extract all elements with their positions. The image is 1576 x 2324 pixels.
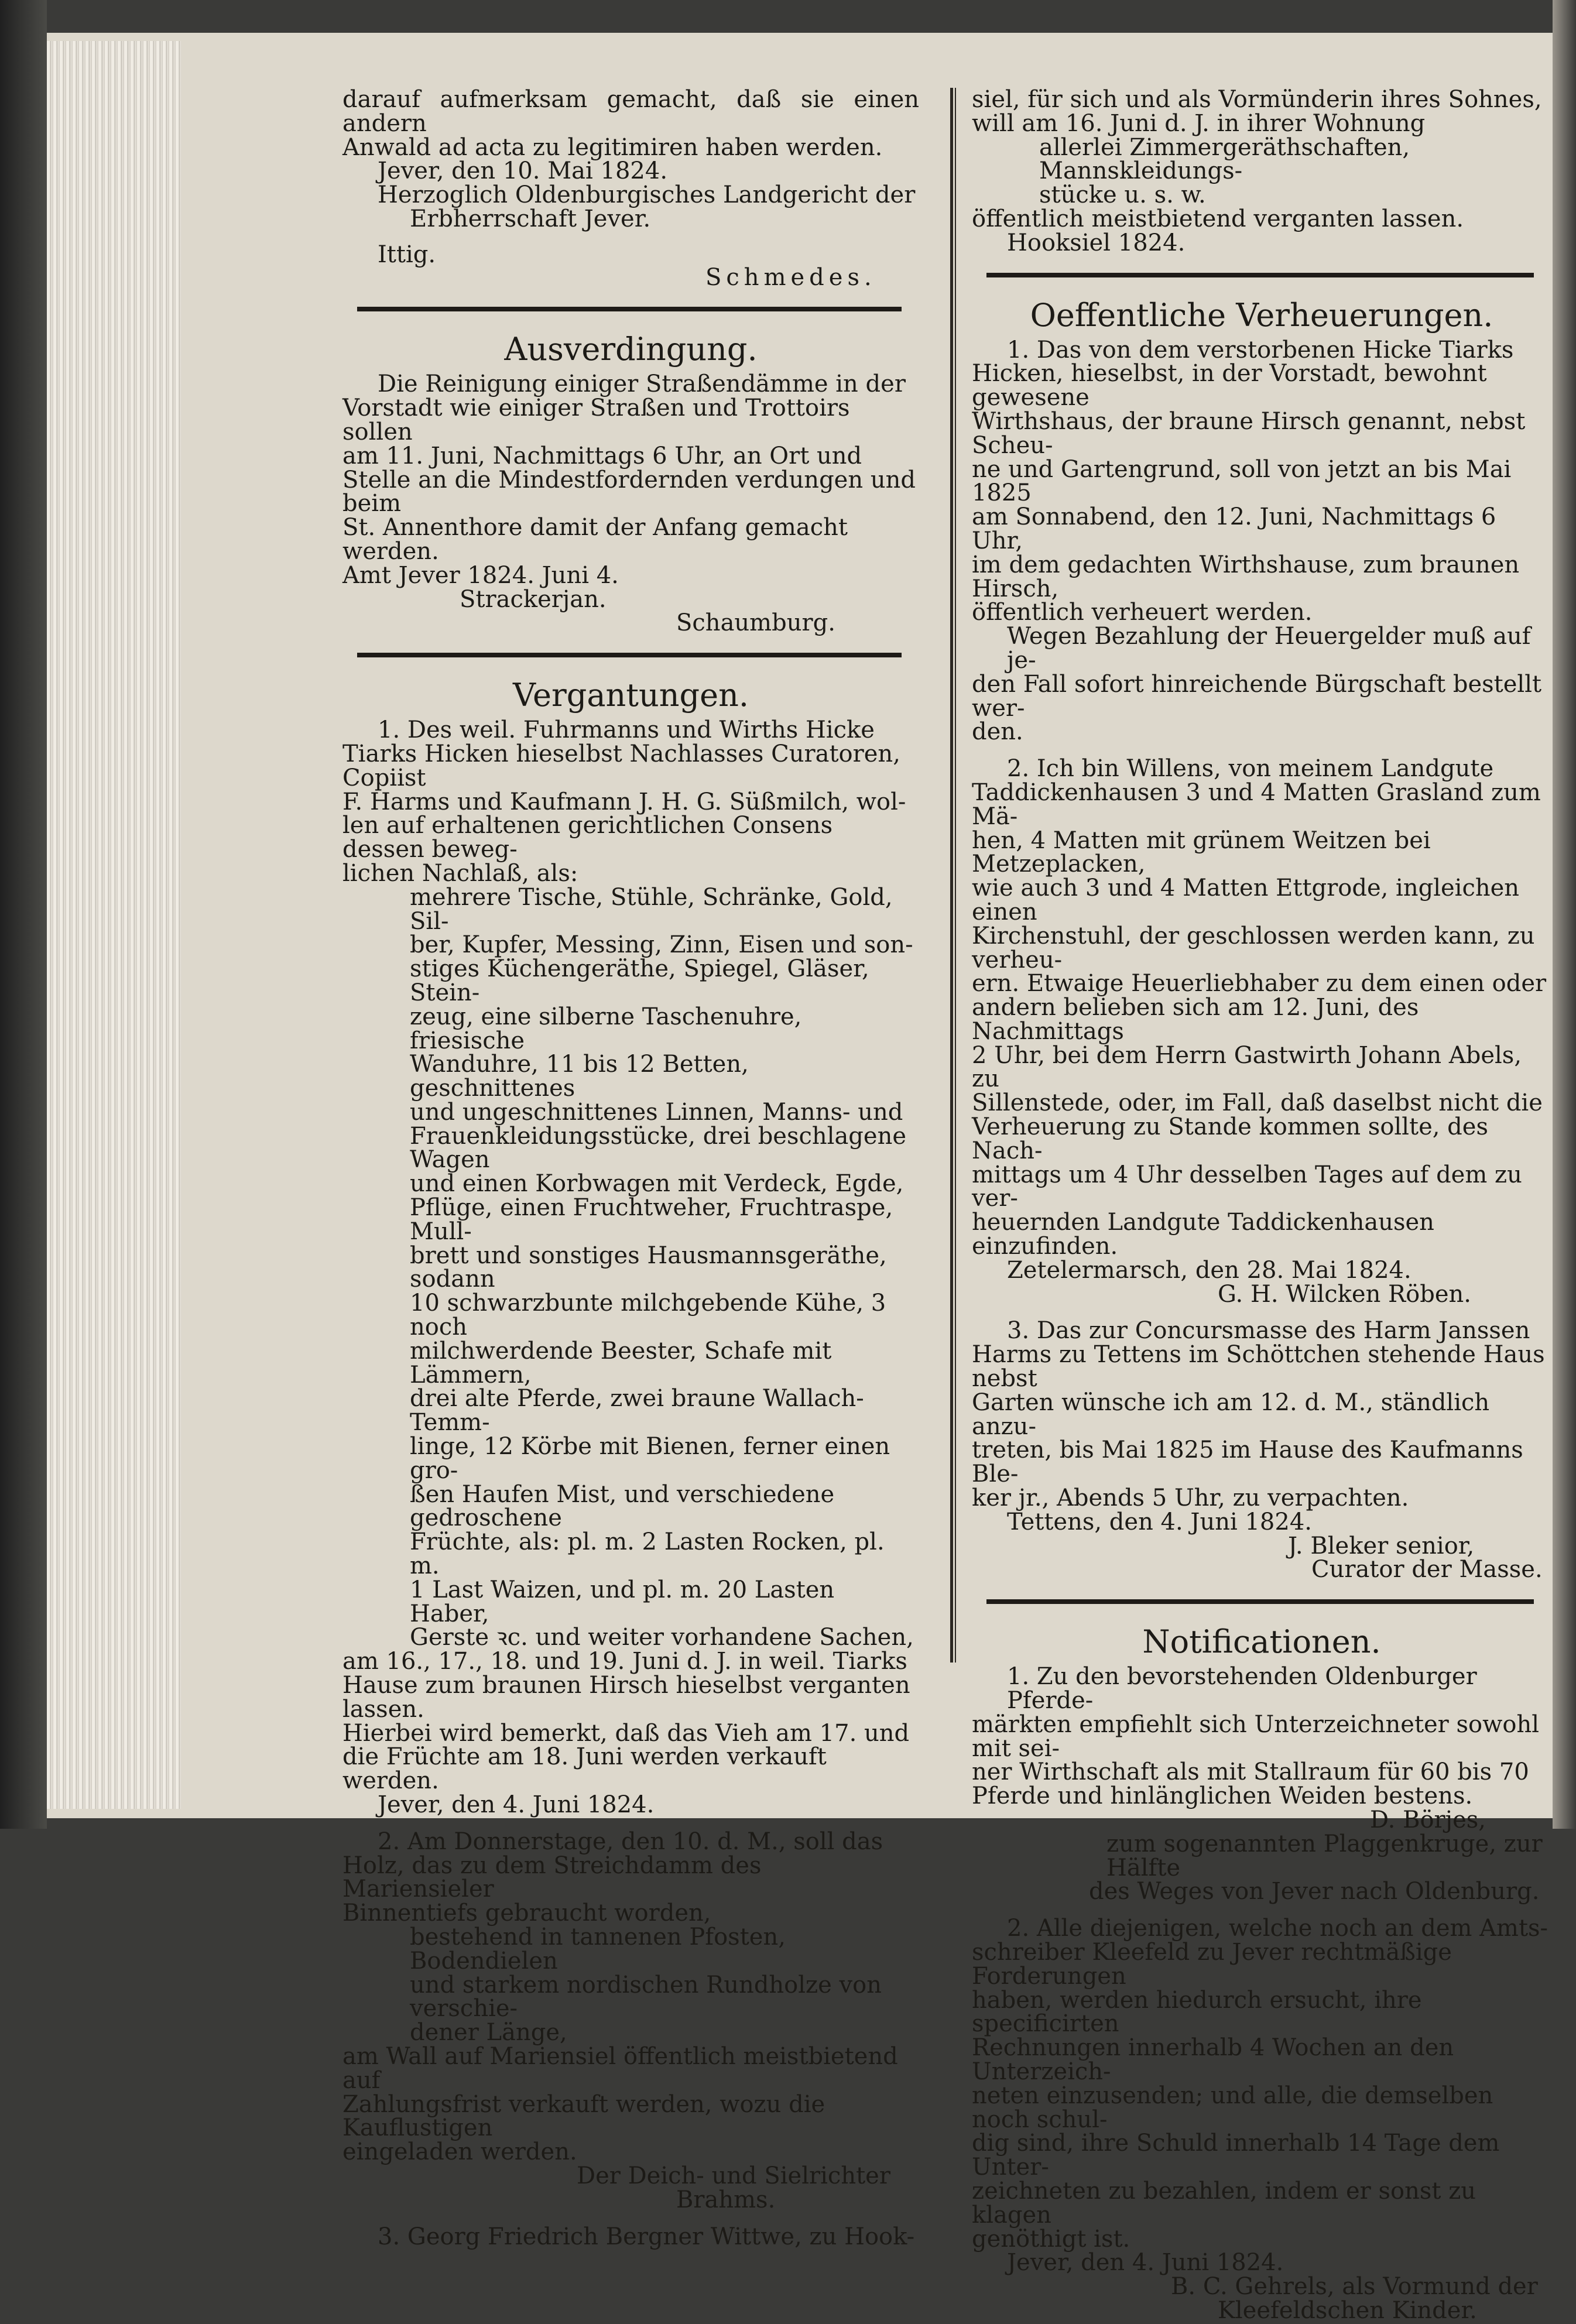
continuation-block — [972, 88, 1551, 255]
list-line: linge, 12 Körbe mit Bienen, ferner einen gro- — [410, 1433, 890, 1484]
right-column — [972, 88, 1551, 2323]
signature: Schaumburg. — [676, 609, 835, 637]
list-line: Wanduhre, 11 bis 12 Betten, geschnittenes — [410, 1051, 749, 1102]
list-line: Pflüge, einen Fruchtweher, Fruchtraspe, Mull- — [410, 1194, 893, 1245]
text-line: Hause zum braunen Hirsch hieselbst verganten lassen. — [342, 1672, 910, 1723]
signature: Ittig. — [378, 241, 436, 268]
column-divider-thin — [955, 88, 956, 1663]
item-list — [342, 1925, 919, 2045]
text-line: hen, 4 Matten mit grünem Weitzen bei Metzeplacken, — [972, 827, 1431, 878]
section-title: Vergantungen. — [512, 677, 749, 714]
text-line: öffentlich verheuert werden. — [972, 599, 1313, 626]
text-line: Stelle an die Mindestfordernden verdungen und beim — [342, 466, 916, 517]
list-line: dener Länge, — [410, 2019, 567, 2047]
text-line: heuernden Landgute Taddickenhausen einzufinden. — [972, 1209, 1434, 1260]
item-list — [342, 883, 919, 1651]
section-verheuerungen — [972, 338, 1551, 1582]
text-line: Anwald ad acta zu legitimiren haben werden. — [342, 133, 883, 161]
text-line: Binnentiefs gebraucht worden, — [342, 1900, 711, 1927]
text-line: treten, bis Mai 1825 im Hause des Kaufmanns Ble- — [972, 1437, 1523, 1488]
signature: Brahms. — [676, 2186, 776, 2213]
text-line: ker jr., Abends 5 Uhr, zu verpachten. — [972, 1485, 1409, 1512]
page-edges — [47, 41, 181, 1809]
text-line: neten einzusenden; und alle, die demselben noch schul- — [972, 2082, 1493, 2133]
text-line: Holz, das zu dem Streichdamm des Mariensieler — [342, 1852, 762, 1903]
text-line: wie auch 3 und 4 Matten Ettgrode, ingleichen einen — [972, 875, 1520, 926]
text-line: ne und Gartengrund, soll von jetzt an bis Mai 1825 — [972, 455, 1512, 507]
list-line: stücke u. s. w. — [1039, 181, 1206, 209]
list-line: 1 Last Waizen, und pl. m. 20 Lasten Haber, — [410, 1576, 835, 1627]
court-line: Erbherrschaft Jever. — [410, 205, 651, 232]
text-line: len auf erhaltenen gerichtlichen Consens dessen beweg- — [342, 812, 833, 863]
text-line: öffentlich meistbietend verganten lassen. — [972, 205, 1464, 232]
text-line: ner Wirthschaft als mit Stallraum für 60 bis 70 — [972, 1759, 1529, 1786]
text-line: darauf aufmerksam gemacht, daß sie einen andern — [342, 86, 919, 137]
text-line: siel, für sich und als Vormünderin ihres Sohnes, — [972, 86, 1542, 113]
list-line: 10 schwarzbunte milchgebende Kühe, 3 noch — [410, 1290, 886, 1341]
signature: B. C. Gehrels, als Vormund der — [1171, 2273, 1538, 2301]
list-line: milchwerdende Beester, Schafe mit Lämmern, — [410, 1337, 832, 1389]
text-line: Taddickenhausen 3 und 4 Matten Grasland zum Mä- — [972, 779, 1541, 830]
list-line: ber, Kupfer, Messing, Zinn, Eisen und son- — [410, 931, 913, 959]
signature: Kleefeldschen Kinder. — [1218, 2296, 1477, 2324]
place-line: des Weges von Jever nach Oldenburg. — [1089, 1878, 1540, 1905]
text-line: 3. Georg Friedrich Bergner Wittwe, zu Hook- — [378, 2223, 915, 2250]
intro-block — [342, 88, 919, 289]
list-line: und starkem nordischen Rundholze von verschie- — [410, 1971, 882, 2023]
section-rule — [357, 307, 902, 311]
text-line: 1. Zu den bevorstehenden Oldenburger Pferde- — [1007, 1663, 1477, 1715]
date-line: Hooksiel 1824. — [1007, 229, 1186, 256]
date-line: Tettens, den 4. Juni 1824. — [1007, 1508, 1312, 1535]
text-line: den Fall sofort hinreichende Bürgschaft bestellt wer- — [972, 670, 1542, 722]
text-line: Pferde und hinlänglichen Weiden bestens. — [972, 1783, 1473, 1810]
text-line: 2. Am Donnerstage, den 10. d. M., soll das — [378, 1828, 883, 1855]
text-line: Die Reinigung einiger Straßendämme in der — [378, 371, 906, 398]
court-line: Herzoglich Oldenburgisches Landgericht der — [378, 181, 916, 209]
text-line: haben, werden hiedurch ersucht, ihre specificirten — [972, 1986, 1422, 2038]
text-line: will am 16. Juni d. J. in ihrer Wohnung — [972, 109, 1426, 137]
text-line: 3. Das zur Concursmasse des Harm Janssen — [1007, 1317, 1530, 1345]
text-line: Harms zu Tettens im Schöttchen stehende Haus nebst — [972, 1341, 1545, 1393]
section-title: Oeffentliche Verheuerungen. — [1030, 296, 1493, 334]
text-line: am Wall auf Mariensiel öffentlich meistbietend auf — [342, 2042, 898, 2094]
left-column — [342, 88, 919, 2248]
text-line: dig sind, ihre Schuld innerhalb 14 Tage dem Unter- — [972, 2130, 1500, 2181]
date-line: Zetelermarsch, den 28. Mai 1824. — [1007, 1256, 1411, 1284]
text-line: Hicken, hieselbst, in der Vorstadt, bewohnt gewesene — [972, 360, 1487, 412]
text-line: 2. Alle diejenigen, welche noch an dem Amts- — [1007, 1915, 1548, 1942]
list-line: Früchte, als: pl. m. 2 Lasten Rocken, pl. m. — [410, 1528, 885, 1580]
date-line: Jever, den 4. Juni 1824. — [378, 1791, 655, 1818]
section-rule — [986, 1599, 1534, 1604]
text-line: Wegen Bezahlung der Heuergelder muß auf je- — [1007, 623, 1531, 674]
list-line: und einen Korbwagen mit Verdeck, Egde, — [410, 1170, 904, 1198]
signature: Strackerjan. — [460, 585, 607, 613]
place-line: zum sogenannten Plaggenkruge, zur Hälfte — [1106, 1830, 1543, 1881]
text-line: am 16., 17., 18. und 19. Juni d. J. in weil. Tiarks — [342, 1648, 907, 1675]
text-line: am Sonnabend, den 12. Juni, Nachmittags 6 Uhr, — [972, 503, 1496, 554]
list-line: Frauenkleidungsstücke, drei beschlagene Wagen — [410, 1122, 907, 1174]
text-line: Garten wünsche ich am 12. d. M., ständlich anzu- — [972, 1389, 1490, 1440]
date-line: Jever, den 10. Mai 1824. — [378, 157, 668, 185]
text-line: Tiarks Hicken hieselbst Nachlasses Curatoren, Copiist — [342, 740, 900, 791]
text-line: Wirthshaus, der braune Hirsch genannt, nebst Scheu- — [972, 407, 1526, 459]
signature: Schmedes. — [705, 263, 876, 291]
text-line: ern. Etwaige Heuerliebhaber zu dem einen oder — [972, 970, 1547, 998]
text-line: eingeladen werden. — [342, 2138, 577, 2166]
signature: Curator der Masse. — [1311, 1556, 1543, 1583]
list-line: allerlei Zimmergeräthschaften, Mannskleidungs- — [1039, 133, 1410, 185]
text-line: den. — [972, 718, 1023, 746]
section-title: Notificationen. — [1142, 1623, 1381, 1661]
right-shadow — [1553, 0, 1576, 1829]
book-spine — [0, 0, 47, 1829]
list-line: bestehend in tannenen Pfosten, Bodendielen — [410, 1923, 786, 1975]
text-line: mittags um 4 Uhr desselben Tages auf dem zu ver- — [972, 1161, 1522, 1212]
text-line: lichen Nachlaß, als: — [342, 859, 578, 887]
signature: J. Bleker senior, — [1288, 1532, 1475, 1559]
text-line: Zahlungsfrist verkauft werden, wozu die Kauflustigen — [342, 2090, 825, 2142]
section-vergantungen — [342, 718, 919, 2248]
text-line: im dem gedachten Wirthshause, zum braunen Hirsch, — [972, 551, 1520, 602]
list-line: brett und sonstiges Hausmannsgeräthe, sodann — [410, 1242, 887, 1293]
text-line: Kirchenstuhl, der geschlossen werden kann, zu verheu- — [972, 922, 1535, 974]
text-line: am 11. Juni, Nachmittags 6 Uhr, an Ort und — [342, 442, 862, 469]
text-line: die Früchte am 18. Juni werden verkauft werden. — [342, 1743, 827, 1795]
section-rule — [986, 273, 1534, 277]
text-line: 1. Das von dem verstorbenen Hicke Tiarks — [1007, 336, 1514, 364]
text-line: andern belieben sich am 12. Juni, des Nachmittags — [972, 994, 1419, 1045]
signature: G. H. Wilcken Röben. — [1218, 1280, 1472, 1308]
date-line: Jever, den 4. Juni 1824. — [1007, 2249, 1284, 2277]
section-title: Ausverdingung. — [504, 331, 758, 368]
text-line: 2 Uhr, bei dem Herrn Gastwirth Johann Abels, zu — [972, 1041, 1522, 1093]
signature: Der Deich- und Sielrichter — [577, 2162, 890, 2189]
text-line: genöthigt ist. — [972, 2225, 1130, 2253]
text-line: 2. Ich bin Willens, von meinem Landgute — [1007, 755, 1494, 783]
text-line: zeichneten zu bezahlen, indem er sonst zu klagen — [972, 2177, 1476, 2229]
list-line: und ungeschnittenes Linnen, Manns- und — [410, 1098, 903, 1126]
text-line: Sillenstede, oder, im Fall, daß daselbst nicht die — [972, 1089, 1543, 1117]
text-line: 1. Des weil. Fuhrmanns und Wirths Hicke — [378, 717, 875, 744]
list-line: drei alte Pferde, zwei braune Wallach-Temm- — [410, 1385, 864, 1437]
text-line: Vorstadt wie einiger Straßen und Trottoirs sollen — [342, 395, 850, 445]
list-line: mehrere Tische, Stühle, Schränke, Gold, Sil- — [410, 883, 893, 935]
list-line: zeug, eine silberne Taschenuhre, friesische — [410, 1003, 802, 1054]
date-line: Amt Jever 1824. Juni 4. — [342, 561, 619, 589]
column-divider — [950, 88, 953, 1663]
section-ausverdingung — [342, 372, 919, 635]
text-line: Hierbei wird bemerkt, daß das Vieh am 17. und — [342, 1719, 910, 1747]
section-notificationen — [972, 1665, 1551, 2323]
text-line: Rechnungen innerhalb 4 Wochen an den Unterzeich- — [972, 2034, 1454, 2085]
text-line: F. Harms und Kaufmann J. H. G. Süßmilch, wol- — [342, 788, 906, 815]
text-line: St. Annenthore damit der Anfang gemacht werden. — [342, 514, 848, 565]
list-line: ßen Haufen Mist, und verschiedene gedroschene — [410, 1480, 835, 1532]
section-rule — [357, 653, 902, 657]
list-line: stiges Küchengeräthe, Spiegel, Gläser, Stein- — [410, 955, 869, 1006]
signature: D. Börjes, — [1370, 1807, 1486, 1833]
text-line: Verheuerung zu Stande kommen sollte, des Nach- — [972, 1113, 1488, 1164]
text-line: märkten empfiehlt sich Unterzeichneter sowohl mit sei- — [972, 1711, 1540, 1762]
list-line: Gerste ꝛc. und weiter vorhandene Sachen, — [410, 1624, 914, 1651]
text-line: schreiber Kleefeld zu Jever rechtmäßige Forderungen — [972, 1938, 1452, 1990]
